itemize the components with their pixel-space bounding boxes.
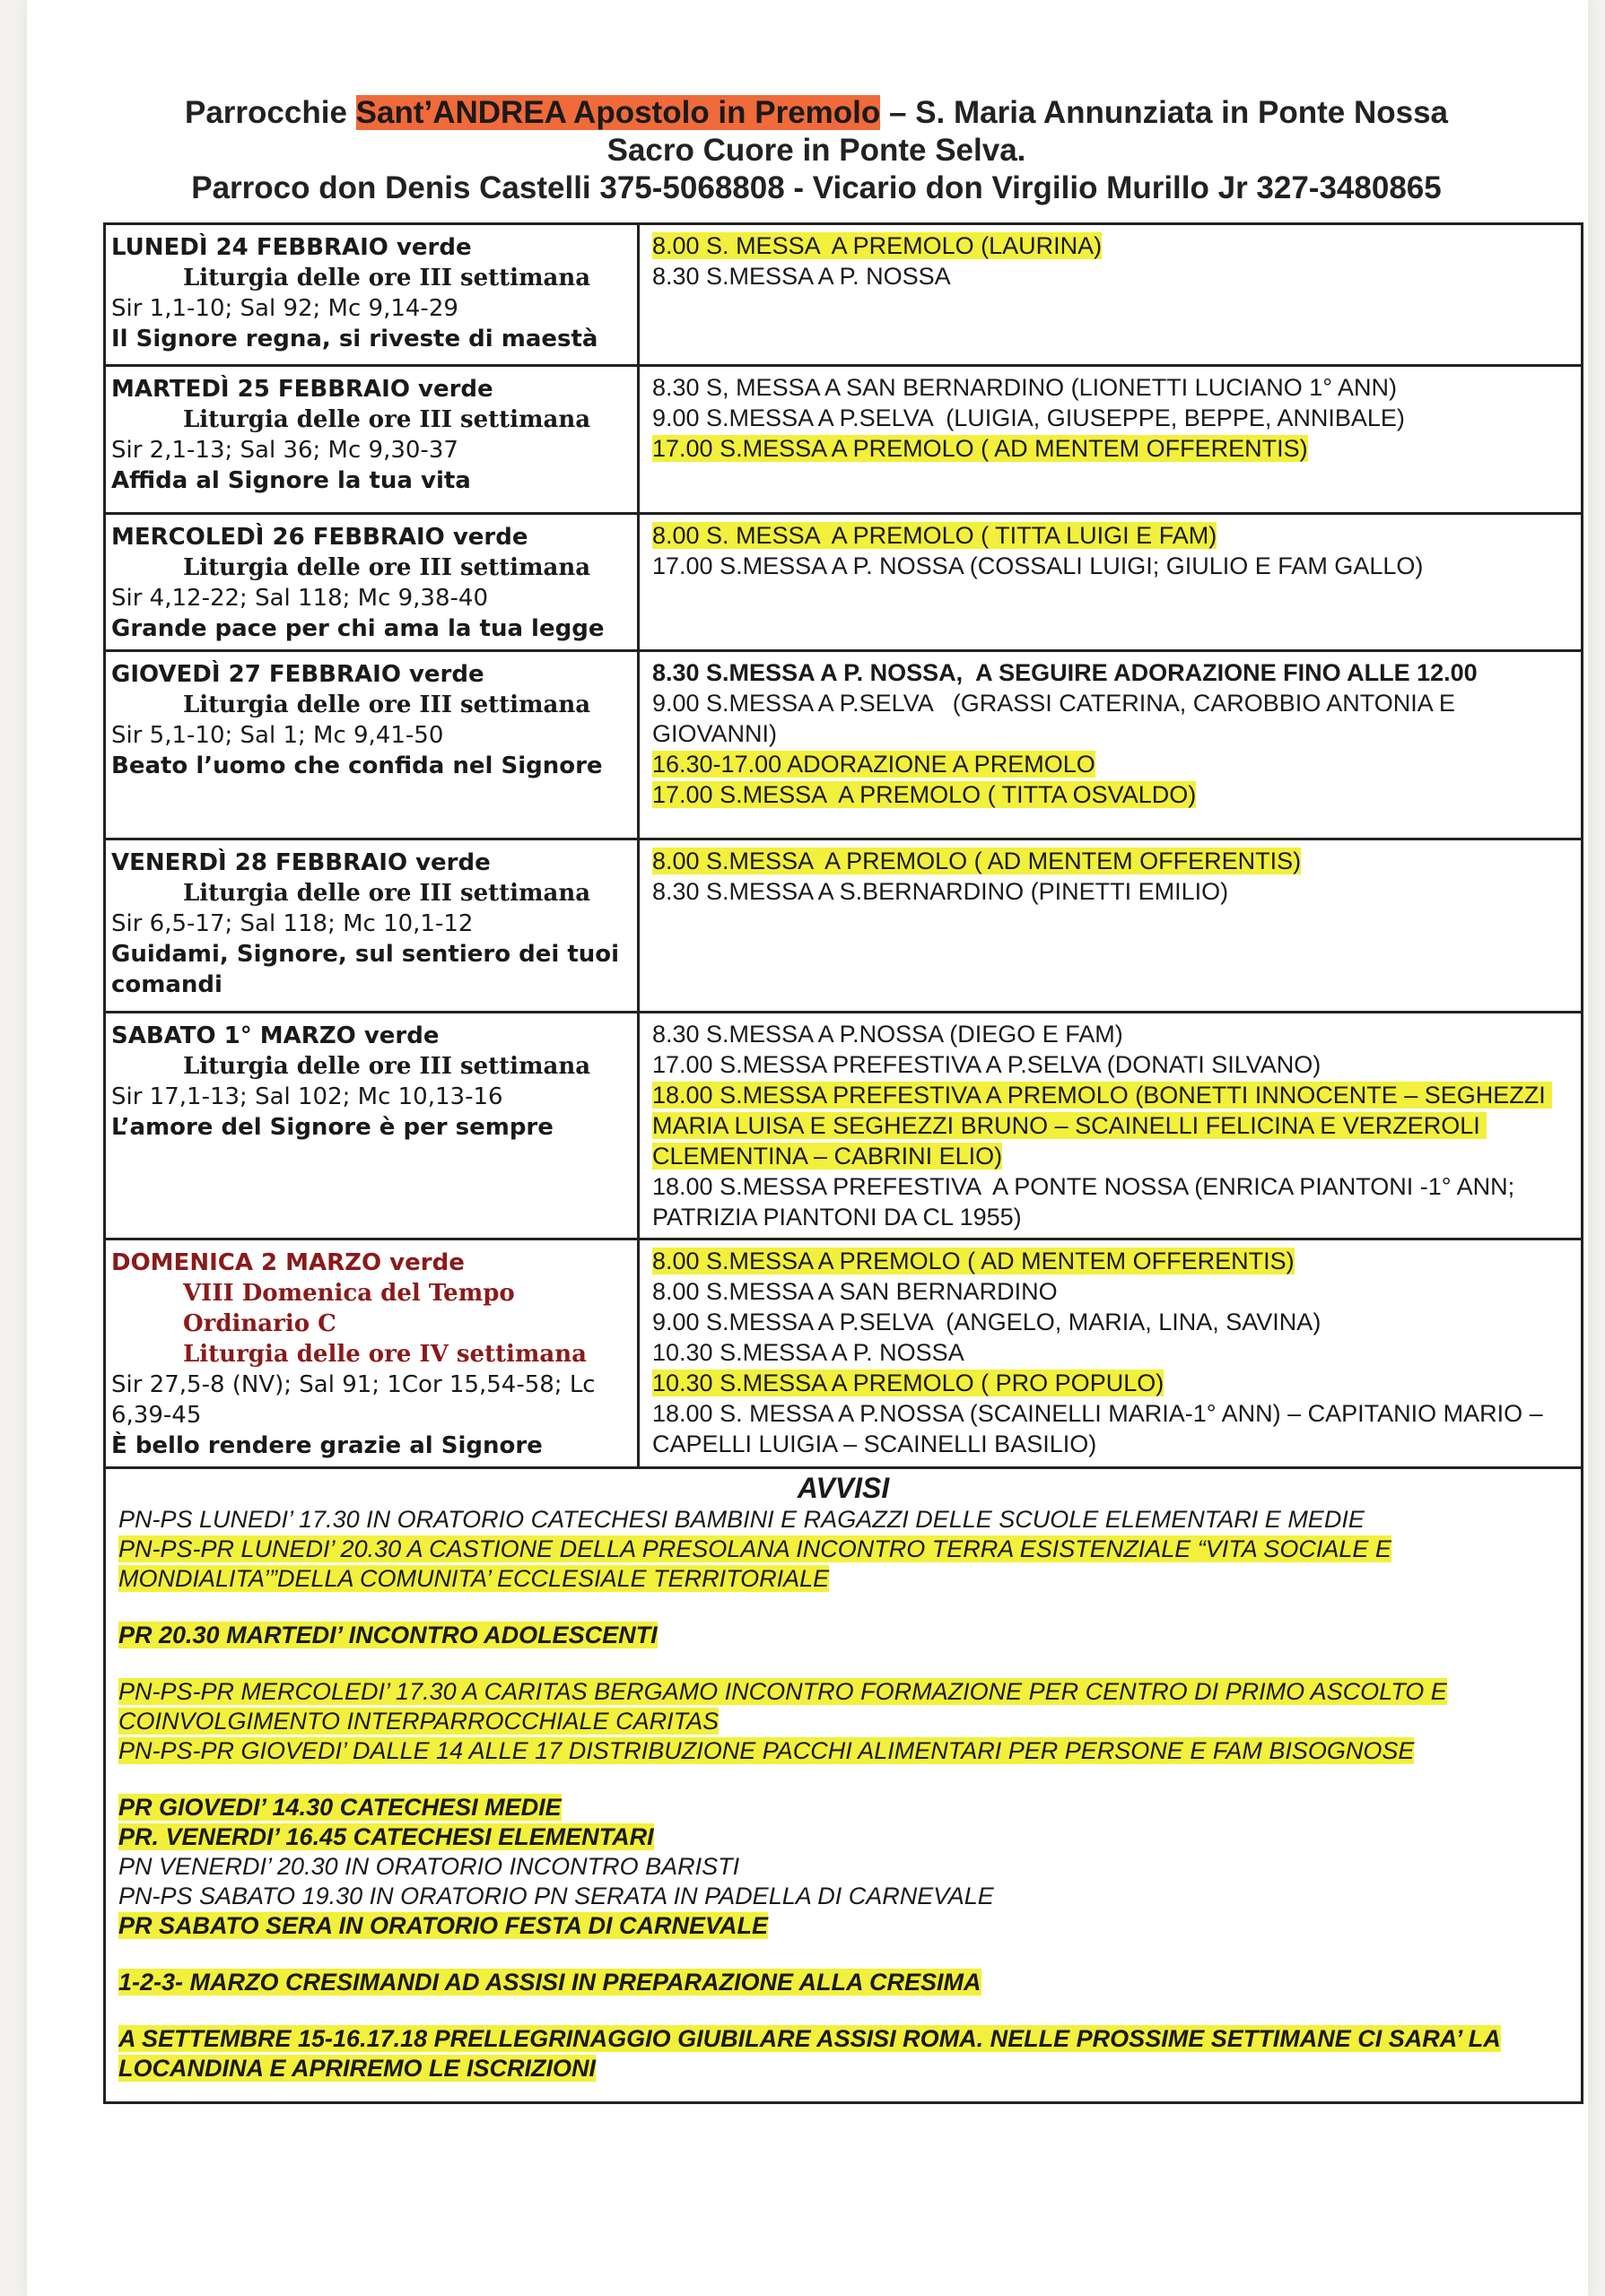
readings: Sir 6,5-17; Sal 118; Mc 10,1-12 xyxy=(111,910,474,937)
day-info-cell xyxy=(106,225,640,364)
mass-text: 17.00 S.MESSA A P. NOSSA (COSSALI LUIGI; GIULIO E FAM GALLO) xyxy=(652,552,1424,579)
notice-text: PN-PS SABATO 19.30 IN ORATORIO PN SERATA IN PADELLA DI CARNEVALE xyxy=(118,1883,994,1909)
masses-cell xyxy=(640,840,1581,1011)
mass-entry xyxy=(652,1171,1568,1232)
avvisi-section xyxy=(106,1469,1581,2101)
psalm-motto: Affida al Signore la tua vita xyxy=(111,467,471,494)
day-info-cell xyxy=(106,515,640,649)
mass-entry xyxy=(652,230,1568,261)
mass-entry xyxy=(652,846,1568,876)
day-row xyxy=(106,840,1581,1013)
day-title: DOMENICA 2 MARZO verde xyxy=(111,1249,465,1276)
liturgy-week: Liturgia delle ore IV settimana xyxy=(183,1341,587,1368)
day-row xyxy=(106,225,1581,367)
spacer xyxy=(118,1766,1572,1793)
mass-text: 10.30 S.MESSA A PREMOLO ( PRO POPULO) xyxy=(652,1370,1164,1396)
liturgy-week: Liturgia delle ore III settimana xyxy=(183,554,591,581)
readings: Sir 17,1-13; Sal 102; Mc 10,13-16 xyxy=(111,1083,503,1110)
day-title: VENERDÌ 28 FEBBRAIO verde xyxy=(111,849,491,876)
readings: Sir 4,12-22; Sal 118; Mc 9,38-40 xyxy=(111,585,488,612)
psalm-motto: È bello rendere grazie al Signore xyxy=(111,1432,543,1459)
notice-item xyxy=(118,1852,1572,1882)
masses-cell xyxy=(640,515,1581,649)
notice-text: PN-PS LUNEDI’ 17.30 IN ORATORIO CATECHESI BAMBINI E RAGAZZI DELLE SCUOLE ELEMENTARI E MEDIE xyxy=(118,1506,1365,1533)
masses-cell xyxy=(640,367,1581,512)
sunday-title: VIII Domenica del Tempo Ordinario C xyxy=(183,1280,515,1337)
header-parishes-prefix: Parrocchie xyxy=(184,95,356,130)
mass-entry xyxy=(652,1246,1568,1276)
notice-item xyxy=(118,1911,1572,1941)
mass-text: 16.30-17.00 ADORAZIONE A PREMOLO xyxy=(652,751,1095,778)
masses-cell xyxy=(640,225,1581,364)
day-info-cell xyxy=(106,1013,640,1238)
mass-entry xyxy=(652,372,1568,403)
mass-entry xyxy=(652,657,1568,688)
spacer xyxy=(118,1941,1572,1968)
day-row xyxy=(106,1240,1581,1469)
day-info-cell xyxy=(106,367,640,512)
notice-item xyxy=(118,2024,1572,2083)
liturgy-week: Liturgia delle ore III settimana xyxy=(183,406,591,433)
day-title: MERCOLEDÌ 26 FEBBRAIO verde xyxy=(111,524,528,551)
day-row xyxy=(106,652,1581,840)
spacer xyxy=(118,1594,1572,1621)
notice-item xyxy=(118,1822,1572,1852)
mass-entry xyxy=(652,1019,1568,1049)
mass-text: 17.00 S.MESSA PREFESTIVA A P.SELVA (DONATI SILVANO) xyxy=(652,1051,1322,1078)
mass-entry xyxy=(652,1080,1568,1171)
mass-entry xyxy=(652,749,1568,779)
day-row xyxy=(106,1013,1581,1240)
spacer xyxy=(118,1997,1572,2024)
notice-item xyxy=(118,1882,1572,1911)
mass-text: 9.00 S.MESSA A P.SELVA (ANGELO, MARIA, LINA, SAVINA) xyxy=(652,1309,1322,1335)
mass-text: 8.00 S.MESSA A SAN BERNARDINO xyxy=(652,1278,1058,1305)
notice-text: PR SABATO SERA IN ORATORIO FESTA DI CARNEVALE xyxy=(118,1912,769,1939)
readings: Sir 27,5-8 (NV); Sal 91; 1Cor 15,54-58; Lc 6,39-45 xyxy=(111,1371,596,1429)
day-row xyxy=(106,515,1581,652)
mass-text: 17.00 S.MESSA A PREMOLO ( AD MENTEM OFFERENTIS) xyxy=(652,435,1308,462)
notice-text: PN VENERDI’ 20.30 IN ORATORIO INCONTRO BARISTI xyxy=(118,1853,740,1880)
notice-text: PR GIOVEDI’ 14.30 CATECHESI MEDIE xyxy=(118,1794,562,1821)
day-title: MARTEDÌ 25 FEBBRAIO verde xyxy=(111,376,493,403)
mass-entry xyxy=(652,1398,1568,1459)
mass-text: 8.00 S. MESSA A PREMOLO ( TITTA LUIGI E FAM) xyxy=(652,522,1217,549)
mass-text: 8.30 S.MESSA A S.BERNARDINO (PINETTI EMILIO) xyxy=(652,878,1229,905)
header-line-3: Parroco don Denis Castelli 375-5068808 - Vicario don Virgilio Murillo Jr 327-3480865 xyxy=(191,170,1442,205)
psalm-motto: L’amore del Signore è per sempre xyxy=(111,1114,554,1141)
mass-entry xyxy=(652,433,1568,464)
bulletin-header xyxy=(81,94,1552,207)
notice-item xyxy=(118,1793,1572,1822)
avvisi-title: AVVISI xyxy=(797,1472,890,1504)
notice-item xyxy=(118,1736,1572,1766)
header-line-2: Sacro Cuore in Ponte Selva. xyxy=(606,133,1026,168)
readings: Sir 2,1-13; Sal 36; Mc 9,30-37 xyxy=(111,437,458,464)
mass-text: 9.00 S.MESSA A P.SELVA (GRASSI CATERINA, CAROBBIO ANTONIA E GIOVANNI) xyxy=(652,690,1462,747)
mass-entry xyxy=(652,1049,1568,1080)
mass-entry xyxy=(652,261,1568,291)
mass-entry xyxy=(652,520,1568,551)
liturgy-week: Liturgia delle ore III settimana xyxy=(183,880,591,907)
psalm-motto: Guidami, Signore, sul sentiero dei tuoi comandi xyxy=(111,941,620,998)
notice-item xyxy=(118,1535,1572,1594)
psalm-motto: Grande pace per chi ama la tua legge xyxy=(111,615,605,642)
header-line-1 xyxy=(81,94,1552,132)
notice-item xyxy=(118,1621,1572,1650)
notice-item xyxy=(118,1505,1572,1535)
notice-text: A SETTEMBRE 15-16.17.18 PRELLEGRINAGGIO GIUBILARE ASSISI ROMA. NELLE PROSSIME SETTIMANE CI SARA’ LA LOCANDINA E APRIREMO LE ISCRIZIONI xyxy=(118,2025,1501,2082)
psalm-motto: Beato l’uomo che confida nel Signore xyxy=(111,752,603,779)
notice-item xyxy=(118,1677,1572,1736)
day-title: GIOVEDÌ 27 FEBBRAIO verde xyxy=(111,661,484,688)
mass-entry xyxy=(652,1368,1568,1398)
masses-cell xyxy=(640,1240,1581,1466)
readings: Sir 1,1-10; Sal 92; Mc 9,14-29 xyxy=(111,295,458,322)
mass-entry xyxy=(652,688,1568,749)
mass-text: 8.00 S.MESSA A PREMOLO ( AD MENTEM OFFERENTIS) xyxy=(652,848,1302,874)
header-parishes-suffix: – S. Maria Annunziata in Ponte Nossa xyxy=(880,95,1449,130)
header-parish-highlight: Sant’ANDREA Apostolo in Premolo xyxy=(355,95,881,130)
day-info-cell xyxy=(106,840,640,1011)
mass-text: 8.30 S, MESSA A SAN BERNARDINO (LIONETTI LUCIANO 1° ANN) xyxy=(652,374,1398,401)
mass-text: 8.30 S.MESSA A P.NOSSA (DIEGO E FAM) xyxy=(652,1021,1123,1048)
mass-entry xyxy=(652,551,1568,581)
day-title: LUNEDÌ 24 FEBBRAIO verde xyxy=(111,234,472,261)
mass-text: 9.00 S.MESSA A P.SELVA (LUIGIA, GIUSEPPE, BEPPE, ANNIBALE) xyxy=(652,404,1405,431)
paper-sheet xyxy=(27,0,1588,2296)
notice-text: 1-2-3- MARZO CRESIMANDI AD ASSISI IN PREPARAZIONE ALLA CRESIMA xyxy=(118,1969,981,1996)
day-info-cell xyxy=(106,1240,640,1466)
liturgy-week: Liturgia delle ore III settimana xyxy=(183,691,591,718)
notice-text: PN-PS-PR MERCOLEDI’ 17.30 A CARITAS BERGAMO INCONTRO FORMAZIONE PER CENTRO DI PRIMO ASCOLTO E COINVOLGIMENTO INTERPARROCCHIALE CARITAS xyxy=(118,1678,1447,1735)
day-info-cell xyxy=(106,652,640,838)
mass-entry xyxy=(652,1276,1568,1307)
masses-cell xyxy=(640,1013,1581,1238)
notice-text: PR 20.30 MARTEDI’ INCONTRO ADOLESCENTI xyxy=(118,1622,658,1648)
day-row xyxy=(106,367,1581,515)
liturgy-week: Liturgia delle ore III settimana xyxy=(183,1053,591,1080)
mass-text: 17.00 S.MESSA A PREMOLO ( TITTA OSVALDO) xyxy=(652,781,1197,808)
notice-item xyxy=(118,1968,1572,1997)
mass-text: 10.30 S.MESSA A P. NOSSA xyxy=(652,1339,964,1366)
mass-entry xyxy=(652,1337,1568,1368)
mass-entry xyxy=(652,403,1568,433)
day-title: SABATO 1° MARZO verde xyxy=(111,1022,440,1049)
notice-text: PR. VENERDI’ 16.45 CATECHESI ELEMENTARI xyxy=(118,1823,654,1850)
mass-entry xyxy=(652,876,1568,907)
mass-text: 8.30 S.MESSA A P. NOSSA, A SEGUIRE ADORAZIONE FINO ALLE 12.00 xyxy=(652,659,1478,686)
liturgy-week: Liturgia delle ore III settimana xyxy=(183,265,591,291)
mass-text: 18.00 S.MESSA PREFESTIVA A PONTE NOSSA (ENRICA PIANTONI -1° ANN; PATRIZIA PIANTONI DA CL 1955) xyxy=(652,1173,1522,1231)
notice-text: PN-PS-PR GIOVEDI’ DALLE 14 ALLE 17 DISTRIBUZIONE PACCHI ALIMENTARI PER PERSONE E FAM BISOGNOSE xyxy=(118,1737,1415,1764)
psalm-motto: Il Signore regna, si riveste di maestà xyxy=(111,326,598,352)
mass-text: 8.00 S.MESSA A PREMOLO ( AD MENTEM OFFERENTIS) xyxy=(652,1248,1295,1274)
spacer xyxy=(118,1650,1572,1677)
mass-text: 18.00 S. MESSA A P.NOSSA (SCAINELLI MARIA-1° ANN) – CAPITANIO MARIO – CAPELLI LUIGIA – SCAINELLI BASILIO) xyxy=(652,1400,1550,1457)
mass-text: 18.00 S.MESSA PREFESTIVA A PREMOLO (BONETTI INNOCENTE – SEGHEZZI MARIA LUISA E SEGHEZZI BRUNO – SCAINELLI FELICINA E VERZEROLI CLEMENTINA – CABRINI ELIO) xyxy=(652,1082,1553,1170)
readings: Sir 5,1-10; Sal 1; Mc 9,41-50 xyxy=(111,722,444,749)
notice-text: PN-PS-PR LUNEDI’ 20.30 A CASTIONE DELLA PRESOLANA INCONTRO TERRA ESISTENZIALE “VITA SOCIALE E MONDIALITA’”DELLA COMUNITA’ ECCLESIALE TERRITORIALE xyxy=(118,1535,1391,1592)
mass-entry xyxy=(652,1307,1568,1337)
schedule-table xyxy=(103,222,1583,2104)
mass-text: 8.00 S. MESSA A PREMOLO (LAURINA) xyxy=(652,232,1103,259)
mass-text: 8.30 S.MESSA A P. NOSSA xyxy=(652,263,951,290)
mass-entry xyxy=(652,779,1568,810)
avvisi-list xyxy=(106,1505,1581,2101)
masses-cell xyxy=(640,652,1581,838)
